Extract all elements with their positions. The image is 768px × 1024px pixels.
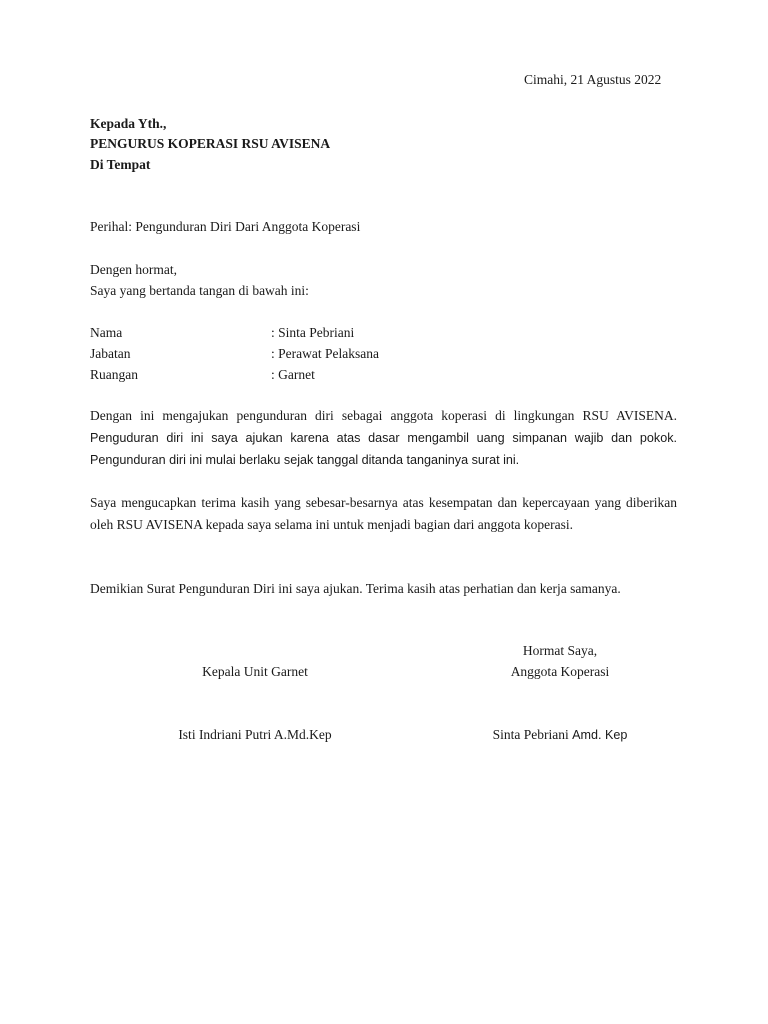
signer-right-name xyxy=(460,727,660,743)
recipient-place: Di Tempat xyxy=(90,157,151,172)
body-paragraph-1-first: Dengan ini mengajukan pengunduran diri sebagai anggota koperasi di lingkungan RSU AVISENA. xyxy=(90,408,677,423)
identity-value: : Perawat Pelaksana xyxy=(271,346,379,361)
identity-label: Jabatan xyxy=(90,346,131,361)
identity-label: Nama xyxy=(90,325,123,340)
body-paragraph-1-rest: Penguduran diri ini saya ajukan karena atas dasar mengambil uang simpanan wajib dan pokok. Pengunduran diri ini mulai berlaku sejak tanggal ditanda tanganinya surat ini. xyxy=(90,430,677,467)
signer-right-name-degree: Amd. Kep xyxy=(572,728,628,742)
signer-left-name: Isti Indriani Putri A.Md.Kep xyxy=(178,727,332,742)
body-paragraph-1 xyxy=(90,405,677,472)
closing-regards: Hormat Saya, xyxy=(522,643,598,658)
body-paragraph-3: Demikian Surat Pengunduran Diri ini saya ajukan. Terima kasih atas perhatian dan kerja samanya. xyxy=(90,581,621,596)
greeting: Dengen hormat, xyxy=(90,262,177,277)
identity-value: : Garnet xyxy=(271,367,315,382)
body-paragraph-2: Saya mengucapkan terima kasih yang sebesar-besarnya atas kesempatan dan kepercayaan yang diberikan oleh RSU AVISENA kepada saya selama ini untuk menjadi bagian dari anggota koperasi. xyxy=(90,495,677,532)
recipient-salutation: Kepada Yth., xyxy=(90,116,167,131)
signer-right-name-main: Sinta Pebriani xyxy=(492,727,573,742)
signer-right-title: Anggota Koperasi xyxy=(510,664,610,679)
signer-left-title: Kepala Unit Garnet xyxy=(202,664,308,679)
identity-label: Ruangan xyxy=(90,367,138,382)
place-date: Cimahi, 21 Agustus 2022 xyxy=(524,72,662,87)
recipient-name: PENGURUS KOPERASI RSU AVISENA xyxy=(90,136,331,151)
intro-line: Saya yang bertanda tangan di bawah ini: xyxy=(90,283,309,298)
subject-line: Perihal: Pengunduran Diri Dari Anggota Koperasi xyxy=(90,219,361,234)
identity-value: : Sinta Pebriani xyxy=(271,325,355,340)
